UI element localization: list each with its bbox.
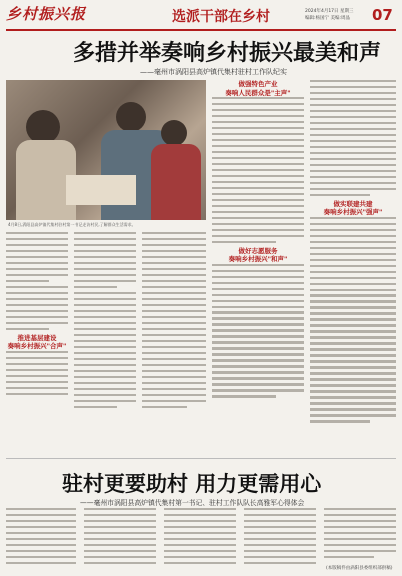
- article1-column-3: [142, 232, 206, 452]
- article1-headline: 多措并举奏响乡村振兴最美和声: [73, 41, 382, 66]
- editor-credit: 编辑:杨国宁 美编:周晶: [305, 16, 350, 21]
- article2-column-2: [84, 508, 156, 572]
- article2-column-3: [164, 508, 236, 572]
- sidehead-build: 推进基层建设 奏响乡村振兴"合声": [7, 333, 67, 351]
- article2-subhead: ——毫州市涡阳县高炉镇代集村第一书记、驻村工作队队长高雅军心得体会: [80, 499, 305, 507]
- article2-column-1: [6, 508, 76, 572]
- sidehead-industry: 做强特色产业 奏响人民群众是"主声": [225, 80, 291, 97]
- article2-column-4: [244, 508, 316, 572]
- section-title: 选派干部在乡村: [172, 9, 270, 25]
- source-note: (本版稿件由涡阳县委组织部供稿): [326, 566, 393, 571]
- issue-date: 2024年4月17日 星期三: [305, 9, 354, 14]
- masthead-logo: 乡村振兴报: [6, 5, 87, 23]
- sidehead-jointbuild: 做实联建共建 奏响乡村振兴"强声": [323, 199, 383, 217]
- article1-column-4: [212, 80, 304, 452]
- article-divider: [6, 458, 396, 459]
- article1-column-2: [74, 232, 136, 452]
- article1-column-1: [6, 232, 68, 452]
- masthead-rule: [6, 29, 396, 31]
- page-number: 07: [372, 6, 393, 24]
- article2-headline: 驻村更要助村 用力更需用心: [62, 472, 322, 496]
- article2-column-5: [324, 508, 396, 564]
- photo-caption: 4月8日,涡阳县高炉镇代集村驻村第一书记走访村民,了解群众生活需求。: [8, 222, 136, 227]
- article1-photo: [6, 80, 206, 220]
- article1-column-5: [310, 80, 396, 452]
- sidehead-volunteer: 做好志愿服务 奏响乡村振兴"和声": [228, 246, 288, 264]
- article1-subhead: ——毫州市涡阳县高炉镇代集村驻村工作队纪实: [140, 68, 287, 76]
